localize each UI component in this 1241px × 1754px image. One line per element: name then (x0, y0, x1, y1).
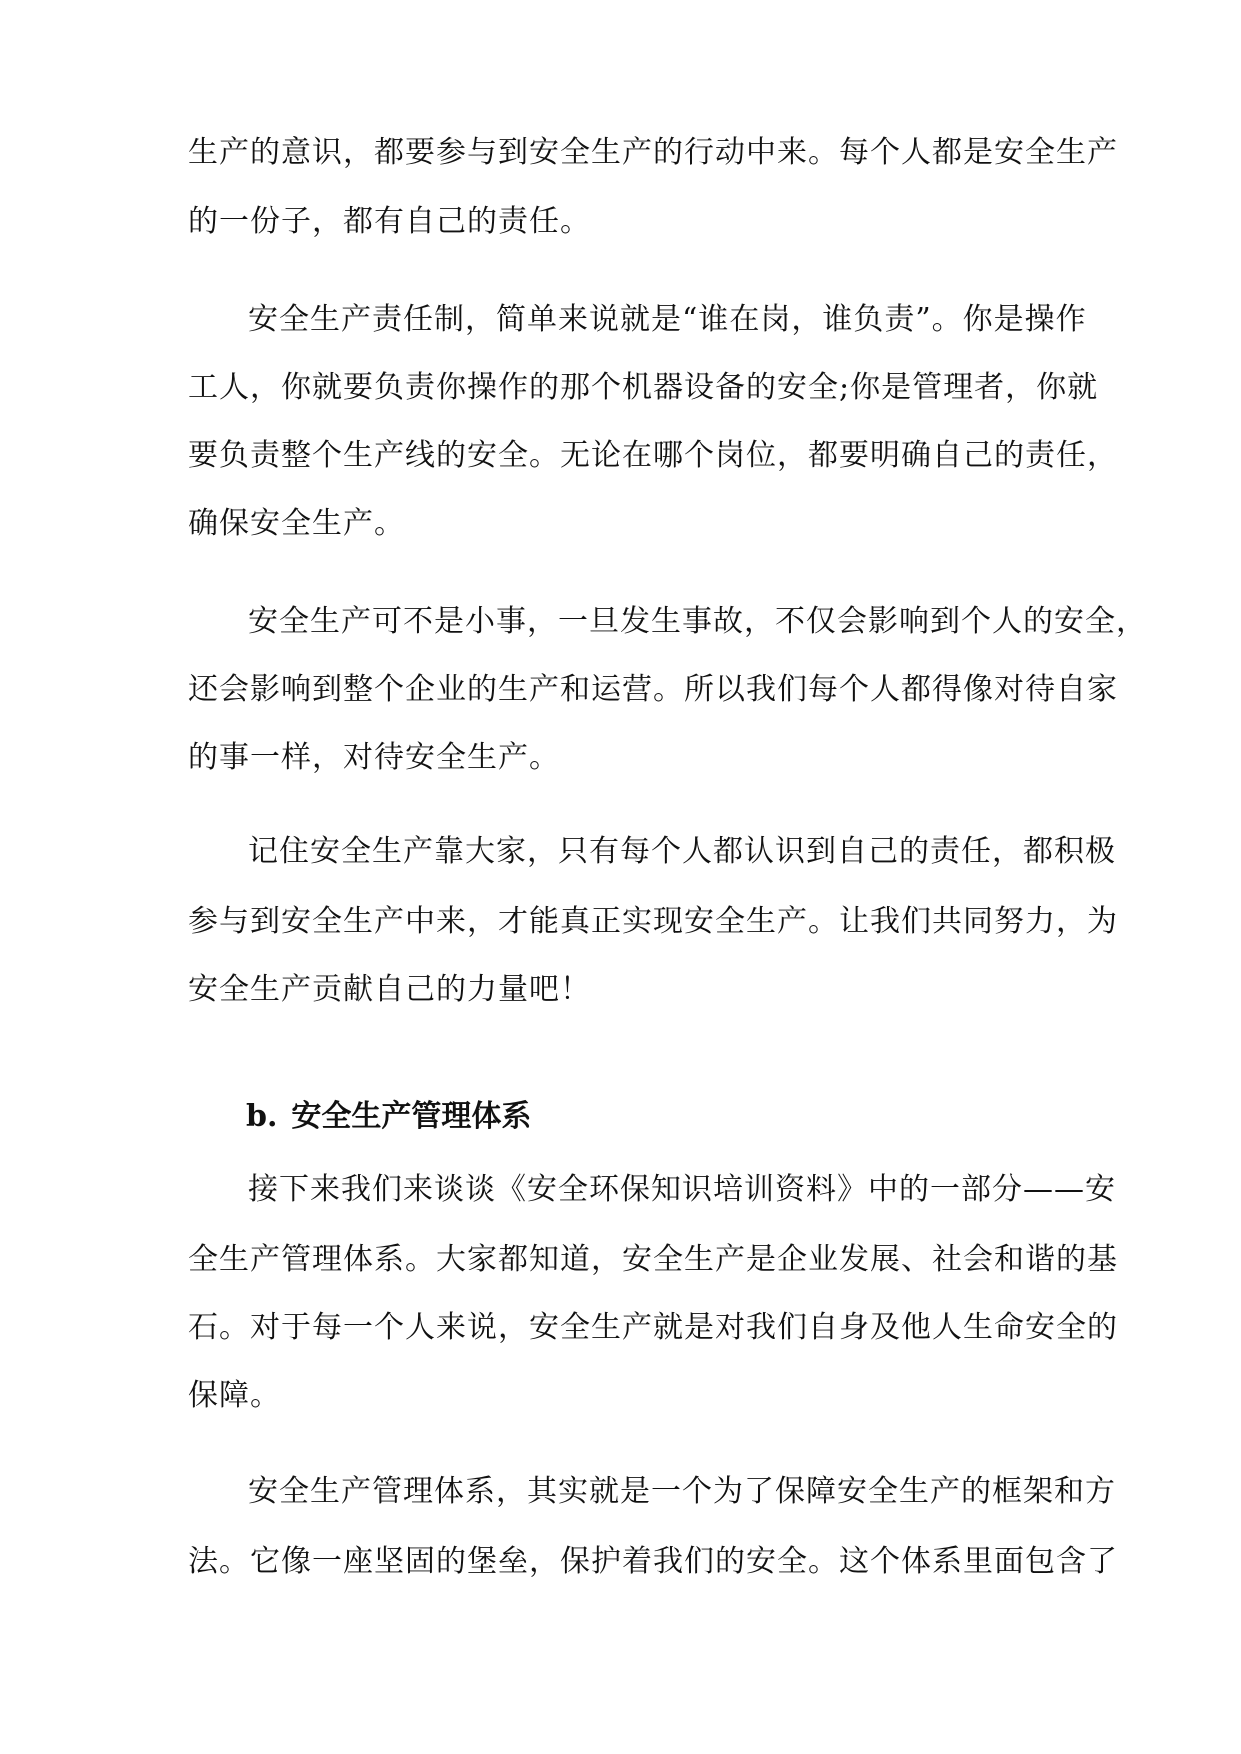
paragraph-2-line-1: 安全生产责任制，简单来说就是“谁在岗，谁负责”。你是操作 (248, 302, 1087, 337)
paragraph-4-line-1: 记住安全生产靠大家，只有每个人都认识到自己的责任，都积极 (248, 834, 1116, 869)
paragraph-6-line-2: 法。它像一座坚固的堡垒，保护着我们的安全。这个体系里面包含了 (188, 1544, 1118, 1579)
paragraph-2-line-4: 确保安全生产。 (188, 506, 405, 541)
section-marker: b. (246, 1099, 278, 1134)
section-title: 安全生产管理体系 (291, 1099, 532, 1134)
paragraph-2-line-2: 工人，你就要负责你操作的那个机器设备的安全;你是管理者，你就 (188, 370, 1099, 405)
paragraph-3-line-2: 还会影响到整个企业的生产和运营。所以我们每个人都得像对待自家 (188, 672, 1118, 707)
section-heading (246, 1097, 531, 1137)
paragraph-2-line-3: 要负责整个生产线的安全。无论在哪个岗位，都要明确自己的责任， (188, 438, 1118, 473)
paragraph-4-line-2: 参与到安全生产中来，才能真正实现安全生产。让我们共同努力，为 (188, 904, 1118, 939)
paragraph-3-line-3: 的事一样，对待安全生产。 (188, 740, 560, 775)
paragraph-1-line-2: 的一份子，都有自己的责任。 (188, 204, 591, 239)
paragraph-6-line-1: 安全生产管理体系，其实就是一个为了保障安全生产的框架和方 (248, 1474, 1116, 1509)
paragraph-3-line-1: 安全生产可不是小事，一旦发生事故，不仅会影响到个人的安全， (248, 604, 1147, 639)
paragraph-5-line-2: 全生产管理体系。大家都知道，安全生产是企业发展、社会和谐的基 (188, 1242, 1118, 1277)
paragraph-5-line-3: 石。对于每一个人来说，安全生产就是对我们自身及他人生命安全的 (188, 1310, 1118, 1345)
paragraph-1-line-1: 生产的意识，都要参与到安全生产的行动中来。每个人都是安全生产 (188, 135, 1118, 170)
paragraph-4-line-3: 安全生产贡献自己的力量吧！ (188, 972, 591, 1007)
paragraph-5-line-1: 接下来我们来谈谈《安全环保知识培训资料》中的一部分——安 (248, 1172, 1116, 1207)
paragraph-5-line-4: 保障。 (188, 1378, 281, 1413)
